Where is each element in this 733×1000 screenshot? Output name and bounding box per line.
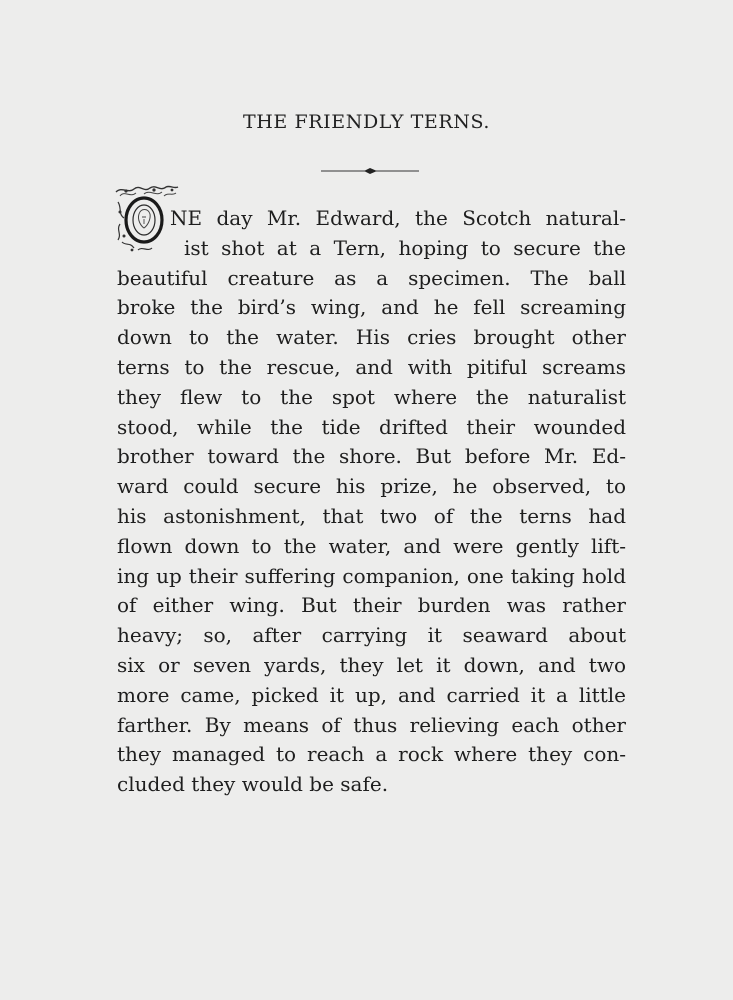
- text-line: they flew to the spot where the naturalist: [117, 384, 626, 409]
- text-line: beautiful creature as a specimen. The ball: [117, 265, 626, 290]
- text-line: stood, while the tide drifted their wounded: [117, 414, 626, 439]
- text-line: ward could secure his prize, he observed, to: [117, 474, 626, 499]
- text-line: broke the bird’s wing, and he fell screaming: [117, 295, 626, 320]
- text-line: ing up their suffering companion, one taking hold: [117, 563, 626, 588]
- text-line: they managed to reach a rock where they con-: [117, 742, 626, 767]
- text-line: six or seven yards, they let it down, and two: [117, 653, 626, 677]
- text-line: terns to the rescue, and with pitiful screams: [117, 355, 626, 379]
- text-line: down to the water. His cries brought other: [117, 325, 626, 350]
- text-line: of either wing. But their burden was rather: [117, 593, 626, 618]
- text-line: heavy; so, after carrying it seaward about: [117, 623, 626, 648]
- text-line: cluded they would be safe.: [117, 772, 389, 797]
- text-line: flown down to the water, and were gently lift-: [117, 533, 626, 558]
- text-line: NE day Mr. Edward, the Scotch natural-: [170, 206, 626, 230]
- text-line: more came, picked it up, and carried it a little: [117, 682, 626, 707]
- page-title: THE FRIENDLY TERNS.: [242, 111, 491, 133]
- text-line: farther. By means of thus relieving each other: [117, 712, 626, 737]
- ornamental-rule: [321, 165, 419, 177]
- text-line: ist shot at a Tern, hoping to secure the: [184, 235, 626, 260]
- text-line: brother toward the shore. But before Mr. Ed-: [117, 444, 626, 469]
- text-line: his astonishment, that two of the terns had: [117, 504, 626, 528]
